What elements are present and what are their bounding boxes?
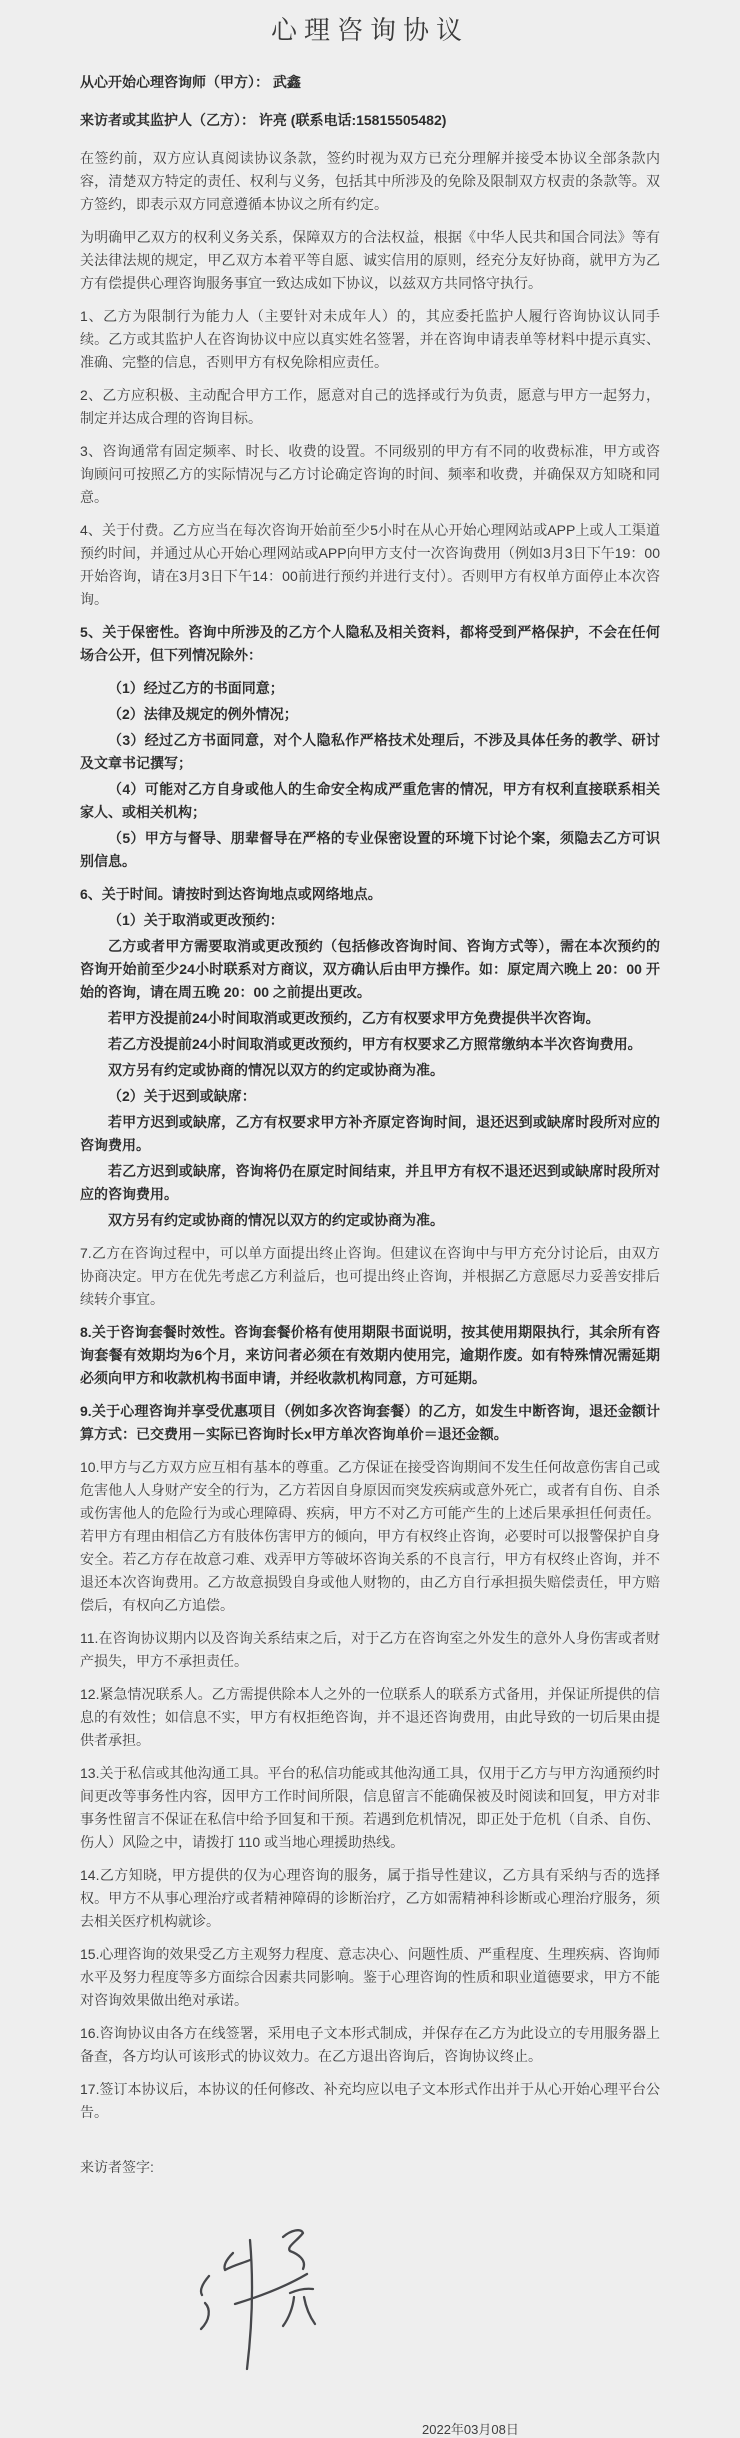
- clause-paragraph: 乙方或者甲方需要取消或更改预约（包括修改咨询时间、咨询方式等），需在本次预约的咨询开始前至少24小时联系对方商议，双方确认后由甲方操作。如：原定周六晚上 20：00 开始的咨询，请在周五晚 20：00 之前提出更改。: [80, 938, 660, 1000]
- signature-stroke: [304, 2297, 315, 2324]
- signature-stroke: [201, 2303, 209, 2329]
- clause-paragraph: 9.关于心理咨询并享受优惠项目（例如多次咨询套餐）的乙方，如发生中断咨询，退还金额计算方式：已交费用－实际已咨询时长x甲方单次咨询单价＝退还金额。: [80, 1403, 660, 1442]
- clause-paragraph: （2）法律及规定的例外情况；: [108, 706, 298, 722]
- clauses-container: [80, 71, 660, 2124]
- clause-paragraph: 1、乙方为限制行为能力人（主要针对未成年人）的，其应委托监护人履行咨询协议认同手续。乙方或其监护人在咨询协议中应以真实姓名签署，并在咨询申请表单等材料中提示真实、准确、完整的信息，否则甲方有权免除相应责任。: [80, 308, 660, 370]
- clause-paragraph: （1）关于取消或更改预约：: [108, 912, 284, 928]
- clause-paragraph: 6、关于时间。请按时到达咨询地点或网络地点。: [80, 886, 382, 902]
- party-line: 从心开始心理咨询师（甲方）： 武鑫: [80, 74, 301, 90]
- signature-stroke: [283, 2297, 294, 2326]
- clause-paragraph: 17.签订本协议后，本协议的任何修改、补充均应以电子文本形式作出并于从心开始心理平台公告。: [80, 2081, 660, 2120]
- clause-paragraph: 16.咨询协议由各方在线签署，采用电子文本形式制成，并保存在乙方为此设立的专用服务器上备查，各方均认可该形式的协议效力。在乙方退出咨询后，咨询协议终止。: [80, 2025, 660, 2064]
- clause-paragraph: 在签约前，双方应认真阅读协议条款，签约时视为双方已充分理解并接受本协议全部条款内容，清楚双方特定的责任、权利与义务，包括其中所涉及的免除及限制双方权责的条款等。双方签约，即表示双方同意遵循本协议之所有约定。: [80, 150, 660, 212]
- clause-paragraph: 双方另有约定或协商的情况以双方的约定或协商为准。: [108, 1212, 444, 1228]
- clause-paragraph: 为明确甲乙双方的权利义务关系，保障双方的合法权益，根据《中华人民共和国合同法》等有关法律法规的规定，甲乙双方本着平等自愿、诚实信用的原则，经充分友好协商，就甲方为乙方有偿提供心理咨询服务事宜一致达成如下协议，以兹双方共同恪守执行。: [80, 229, 660, 291]
- clause-paragraph: 3、咨询通常有固定频率、时长、收费的设置。不同级别的甲方有不同的收费标准，甲方或咨询顾问可按照乙方的实际情况与乙方讨论确定咨询的时间、频率和收费，并确保双方知晓和同意。: [80, 443, 660, 505]
- signature-stroke: [290, 2289, 313, 2293]
- clause-paragraph: 14.乙方知晓，甲方提供的仅为心理咨询的服务，属于指导性建议，乙方具有采纳与否的选择权。甲方不从事心理治疗或者精神障碍的诊断治疗，乙方如需精神科诊断或心理治疗服务，须去相关医疗机构就诊。: [80, 1867, 660, 1929]
- clause-paragraph: 若甲方迟到或缺席，乙方有权要求甲方补齐原定咨询时间，退还迟到或缺席时段所对应的咨询费用。: [80, 1114, 660, 1153]
- signature-stroke: [235, 2274, 307, 2304]
- clause-paragraph: 4、关于付费。乙方应当在每次咨询开始前至少5小时在从心开始心理网站或APP上或人工渠道预约时间，并通过从心开始心理网站或APP向甲方支付一次咨询费用（例如3月3日下午19：00开始咨询，请在3月3日下午14：00前进行预约并进行支付）。否则甲方有权单方面停止本次咨询。: [80, 522, 660, 607]
- clause-paragraph: 若乙方没提前24小时间取消或更改预约，甲方有权要求乙方照常缴纳本半次咨询费用。: [108, 1036, 642, 1052]
- document-title: 心理咨询协议: [270, 15, 469, 45]
- signature-date: 2022年03月08日: [422, 2422, 519, 2437]
- party-line: 来访者或其监护人（乙方）： 许亮 (联系电话:15815505482): [80, 112, 447, 128]
- clause-paragraph: 5、关于保密性。咨询中所涉及的乙方个人隐私及相关资料，都将受到严格保护，不会在任何场合公开，但下列情况除外：: [80, 624, 660, 663]
- clause-paragraph: 8.关于咨询套餐时效性。咨询套餐价格有使用期限书面说明，按其使用期限执行，其余所有咨询套餐有效期均为6个月，来访问者必须在有效期内使用完，逾期作废。如有特殊情况需延期必须向甲方和收款机构书面申请，并经收款机构同意，方可延期。: [80, 1324, 660, 1386]
- clause-paragraph: 15.心理咨询的效果受乙方主观努力程度、意志决心、问题性质、严重程度、生理疾病、咨询师水平及努力程度等多方面综合因素共同影响。鉴于心理咨询的性质和职业道德要求，甲方不能对咨询效果做出绝对承诺。: [80, 1946, 660, 2008]
- clause-paragraph: 11.在咨询协议期内以及咨询关系结束之后，对于乙方在咨询室之外发生的意外人身伤害或者财产损失，甲方不承担责任。: [80, 1630, 660, 1669]
- signature-stroke: [224, 2253, 250, 2270]
- clause-paragraph: （4）可能对乙方自身或他人的生命安全构成严重危害的情况，甲方有权利直接联系相关家人、或相关机构；: [80, 781, 660, 820]
- clause-paragraph: 若甲方没提前24小时间取消或更改预约，乙方有权要求甲方免费提供半次咨询。: [108, 1010, 600, 1026]
- signature-stroke: [283, 2230, 304, 2269]
- signature-stroke: [201, 2276, 209, 2295]
- signature-label: 来访者签字:: [80, 2159, 154, 2175]
- handwritten-signature: [192, 2227, 332, 2377]
- clause-paragraph: 7.乙方在咨询过程中，可以单方面提出终止咨询。但建议在咨询中与甲方充分讨论后，由双方协商决定。甲方在优先考虑乙方利益后，也可提出终止咨询，并根据乙方意愿尽力妥善安排后续转介事宜。: [80, 1245, 660, 1307]
- clause-paragraph: （2）关于迟到或缺席：: [108, 1088, 256, 1104]
- clause-paragraph: （3）经过乙方书面同意，对个人隐私作严格技术处理后，不涉及具体任务的教学、研讨及文章书记撰写；: [80, 732, 660, 771]
- clause-paragraph: 12.紧急情况联系人。乙方需提供除本人之外的一位联系人的联系方式备用，并保证所提供的信息的有效性；如信息不实，甲方有权拒绝咨询，并不退还咨询费用，由此导致的一切后果由提供者承担。: [80, 1686, 660, 1748]
- clause-paragraph: （1）经过乙方的书面同意；: [108, 680, 284, 696]
- clause-paragraph: 若乙方迟到或缺席，咨询将仍在原定时间结束，并且甲方有权不退还迟到或缺席时段所对应的咨询费用。: [80, 1163, 660, 1202]
- clause-paragraph: 10.甲方与乙方双方应互相有基本的尊重。乙方保证在接受咨询期间不发生任何故意伤害自己或危害他人人身财产安全的行为，乙方若因自身原因而突发疾病或意外死亡，或者有自伤、自杀或伤害他人的危险行为或心理障碍、疾病，甲方不对乙方可能产生的上述后果承担任何责任。若甲方有理由相信乙方有肢体伤害甲方的倾向，甲方有权终止咨询，必要时可以报警保护自身安全。若乙方存在故意刁难、戏弄甲方等破坏咨询关系的不良言行，甲方有权终止咨询，并不退还本次咨询费用。乙方故意损毁自身或他人财物的，由乙方自行承担损失赔偿责任，甲方赔偿后，有权向乙方追偿。: [80, 1459, 660, 1613]
- clause-paragraph: （5）甲方与督导、朋辈督导在严格的专业保密设置的环境下讨论个案，须隐去乙方可识别信息。: [80, 830, 660, 869]
- clause-paragraph: 13.关于私信或其他沟通工具。平台的私信功能或其他沟通工具，仅用于乙方与甲方沟通预约时间更改等事务性内容，因甲方工作时间所限，信息留言不能确保被及时阅读和回复，甲方对非事务性留言不保证在私信中给予回复和干预。若遇到危机情况，即正处于危机（自杀、自伤、伤人）风险之中，请拨打 110 或当地心理援助热线。: [80, 1765, 660, 1850]
- clause-paragraph: 双方另有约定或协商的情况以双方的约定或协商为准。: [108, 1062, 444, 1078]
- signature-area: [192, 2227, 332, 2377]
- clause-paragraph: 2、乙方应积极、主动配合甲方工作，愿意对自己的选择或行为负责，愿意与甲方一起努力，制定并达成合理的咨询目标。: [80, 387, 660, 426]
